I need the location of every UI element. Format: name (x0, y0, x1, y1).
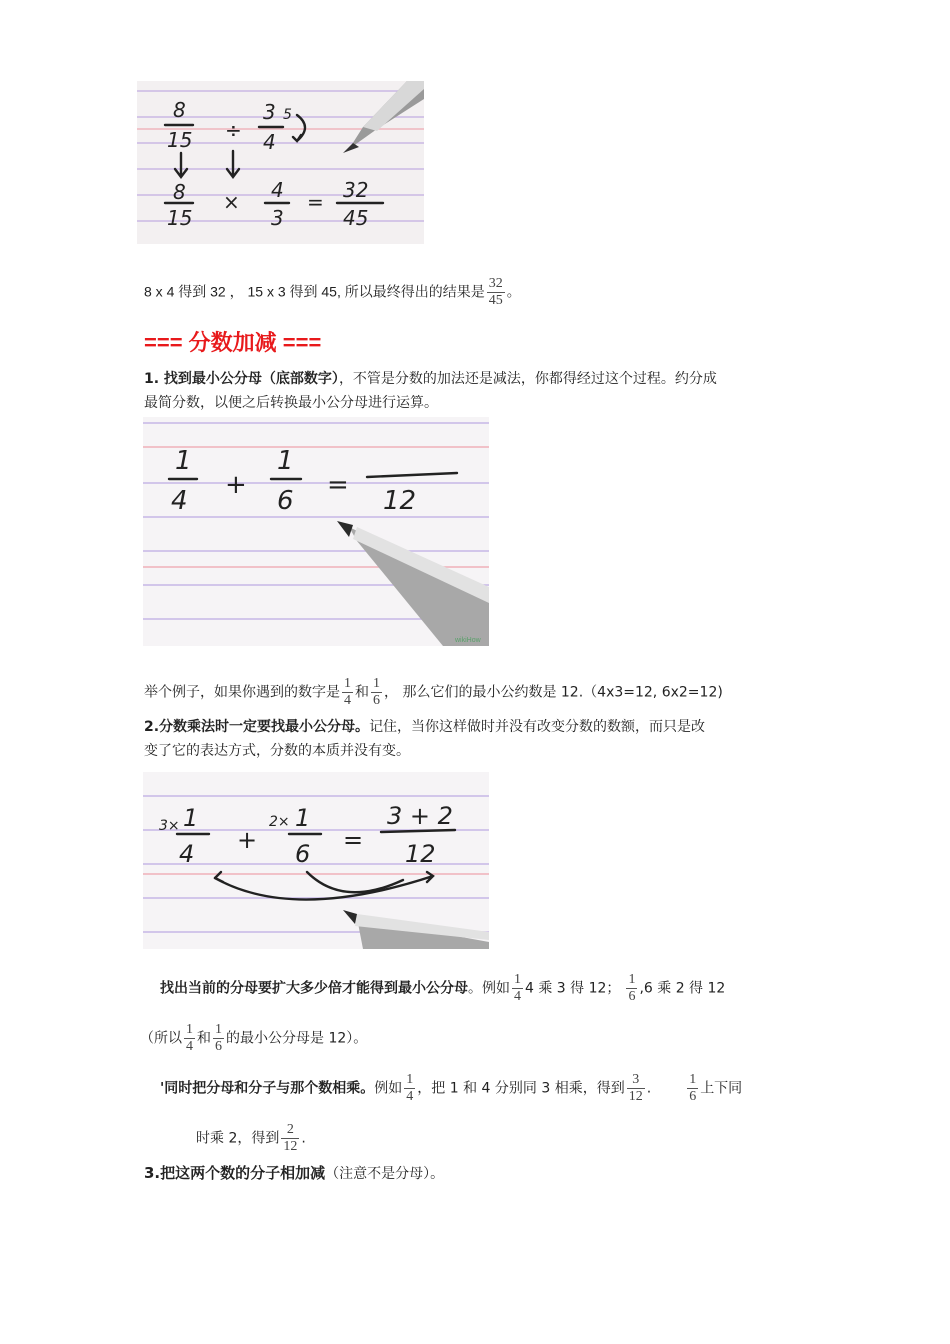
hw-f2-den: 6 (277, 486, 294, 516)
hw-equals: = (327, 470, 349, 500)
hw-frac1-den: 15 (167, 128, 193, 152)
hw-equals: = (343, 826, 364, 854)
fraction-1-6: $\frac{1}{6}$ (215, 1022, 222, 1054)
step1-line2: 最简分数，以便之后转换最小公分母进行运算。 (144, 395, 438, 411)
photo-fraction-division (137, 81, 424, 244)
paragraph-result: 8 x 4 得到 32 ， 15 x 3 得到 45, 所以最终得出的结果是 $\frac{32}{45}$ 。 (144, 276, 521, 308)
hw-f2-den: 6 (295, 840, 311, 868)
fraction-1-6: $\frac{1}{6}$ (689, 1072, 697, 1104)
hw-divide: ÷ (225, 118, 242, 142)
hw-f1-num: 1 (183, 804, 199, 832)
hw-f2-num: 1 (295, 804, 311, 832)
photo-scaling-fractions (143, 772, 489, 949)
hw-frac4-den: 3 (271, 206, 284, 230)
hw-f1-den: 4 (179, 840, 195, 868)
multiply-paragraph: '同时把分母和分子与那个数相乘。例如 $\frac{1}{4}$ ，把 1 和 4 分别同 3 相乘，得到 $\frac{3}{12}$ . $\frac{1}{6}$ 上下同 (160, 1072, 743, 1104)
fraction-1-4: $\frac{1}{4}$ (406, 1072, 414, 1104)
hw-frac2-den: 4 (263, 130, 276, 154)
example-paragraph: 举个例子，如果你遇到的数字是 $\frac{1}{4}$ 和 $\frac{1}{6}$ ， 那么它们的最小公约数是 12.（4x3=12, 6x2=12) (144, 676, 723, 708)
step2-line1: 2.分数乘法时一定要找最小公分母。记住，当你这样做时并没有改变分数的数额，而只是改 (144, 719, 706, 735)
lcd-paragraph: （所以 $\frac{1}{4}$ 和 $\frac{1}{6}$ 的最小公分母是 12）。 (140, 1022, 368, 1054)
hw-f2-num: 1 (277, 446, 294, 476)
hw-equals: = (307, 190, 324, 214)
hw-frac3-den: 15 (167, 206, 193, 230)
hw-frac3-num: 8 (173, 180, 186, 204)
fraction-1-4: $\frac{1}{4}$ (186, 1022, 193, 1054)
hw-times: × (223, 190, 240, 214)
hw-result-den: 12 (405, 840, 436, 868)
hw-result-den: 45 (343, 206, 369, 230)
hw-plus: + (225, 470, 247, 500)
fraction-32-45: $\frac{32}{45}$ (488, 276, 503, 308)
hw-multiplier-3: 3× (159, 818, 180, 834)
step3-line: 3.把这两个数的分子相加减（注意不是分母）。 (144, 1164, 445, 1182)
hw-frac1-num: 8 (173, 98, 186, 122)
fraction-2-12: $\frac{2}{12}$ (283, 1122, 298, 1154)
hw-result-den: 12 (383, 486, 417, 516)
fraction-3-12: $\frac{3}{12}$ (628, 1072, 643, 1104)
fraction-1-4: $\frac{1}{4}$ (344, 676, 351, 708)
multiply-paragraph-cont: 时乘 2，得到 $\frac{2}{12}$ . (196, 1122, 306, 1154)
hw-f1-num: 1 (175, 446, 192, 476)
fraction-1-4: $\frac{1}{4}$ (514, 972, 521, 1004)
hw-frac2-num: 3 (263, 100, 276, 124)
hw-f1-den: 4 (171, 486, 188, 516)
section-heading: === 分数加减 === (144, 330, 322, 356)
hw-plus: + (237, 826, 258, 854)
step2-line2: 变了它的表达方式，分数的本质并没有变。 (144, 743, 410, 759)
hw-multiplier-2: 2× (269, 814, 290, 830)
hw-result-num: 32 (343, 178, 369, 202)
step1-line1: 1. 找到最小公分母（底部数字），不管是分数的加法还是减法，你都得经过这个过程。约分成 (144, 371, 717, 387)
hw-mark: 5 (283, 107, 292, 123)
fraction-1-6: $\frac{1}{6}$ (628, 972, 636, 1004)
photo-common-denominator (143, 417, 489, 646)
hw-frac4-num: 4 (271, 178, 284, 202)
fraction-1-6: $\frac{1}{6}$ (373, 676, 380, 708)
watermark: wikiHow (455, 637, 481, 644)
hw-result-num: 3 + 2 (387, 802, 453, 830)
find-multiplier-paragraph: 找出当前的分母要扩大多少倍才能得到最小公分母。例如 $\frac{1}{4}$ 4 乘 3 得 12； $\frac{1}{6}$ ,6 乘 2 得 12 (160, 972, 726, 1004)
